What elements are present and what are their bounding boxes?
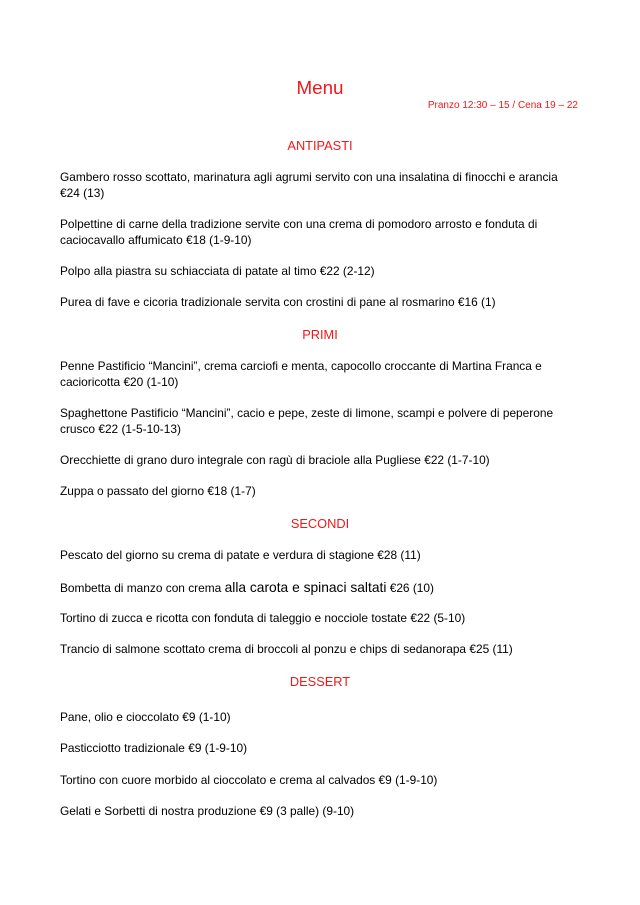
menu-section-secondi [0,516,640,658]
menu-item-line: Pescato del giorno su crema di patate e verdura di stagione €28 (11) [60,548,421,563]
menu-section-antipasti [0,138,640,311]
menu-item-line: Orecchiette di grano duro integrale con ragù di braciole alla Pugliese €22 (1-7-10) [60,452,490,467]
menu-sections [0,138,640,819]
menu-item [0,804,640,820]
menu-item-line: Penne Pastificio “Mancini”, crema carciofi e menta, capocollo croccante di Martina Franca e [60,359,542,374]
menu-item [0,453,640,469]
menu-item [0,406,640,437]
menu-item-line: Trancio di salmone scottato crema di broccoli al ponzu e chips di sedanorapa €25 (11) [60,642,513,656]
menu-item [0,264,640,280]
menu-item-text: alla carota e spinaci saltati [224,579,387,595]
menu-item-text: €26 (10) [386,580,434,595]
menu-item-line: Zuppa o passato del giorno €18 (1-7) [60,484,256,498]
menu-item-line: Pane, olio e cioccolato €9 (1-10) [60,710,231,724]
menu-item-text: Bombetta di manzo con crema [60,580,225,595]
menu-item [0,217,640,248]
menu-item [0,484,640,500]
menu-item-line: Purea di fave e cicoria tradizionale servita con crostini di pane al rosmarino €16 (1) [60,295,496,309]
menu-item [0,642,640,658]
menu-item [0,359,640,390]
menu-item-line: cacioricotta €20 (1-10) [60,374,179,389]
section-heading: PRIMI [302,327,338,342]
menu-item-line: €24 (13) [60,185,105,200]
menu-section-primi [0,327,640,500]
section-heading: SECONDI [290,516,350,531]
menu-section-dessert [0,674,640,819]
menu-item-line: Pasticciotto tradizionale €9 (1-9-10) [60,741,248,756]
menu-item-line: Polpettine di carne della tradizione servite con una crema di pomodoro arrosto e fonduta di [60,217,538,231]
menu-item [0,295,640,311]
menu-item-line: Tortino con cuore morbido al cioccolato e crema al calvados €9 (1-9-10) [60,772,438,787]
menu-item-line: Polpo alla piastra su schiacciata di patate al timo €22 (2-12) [60,263,375,278]
menu-item [0,548,640,564]
menu-title: Menu [296,77,344,98]
menu-item-line: Gambero rosso scottato, marinatura agli agrumi servito con una insalatina di finocchi e arancia [60,170,558,185]
section-heading: DESSERT [289,674,351,689]
menu-item [0,580,640,596]
menu-item [0,710,640,726]
menu-item-line: crusco €22 (1-5-10-13) [60,421,181,436]
menu-item-line: Tortino di zucca e ricotta con fonduta di taleggio e nocciole tostate €22 (5-10) [60,610,466,625]
service-hours: Pranzo 12:30 – 15 / Cena 19 – 22 [427,100,578,111]
section-heading: ANTIPASTI [287,138,353,153]
menu-item [0,170,640,201]
menu-item-line [60,580,640,596]
menu-item-line: Gelati e Sorbetti di nostra produzione €9 (3 palle) (9-10) [60,803,355,818]
menu-item-line: Spaghettone Pastificio “Mancini”, cacio e pepe, zeste di limone, scampi e polvere di peperone [60,406,554,420]
menu-item [0,611,640,627]
menu-item [0,741,640,757]
menu-item-line: caciocavallo affumicato €18 (1-9-10) [60,232,252,247]
menu-item [0,773,640,789]
